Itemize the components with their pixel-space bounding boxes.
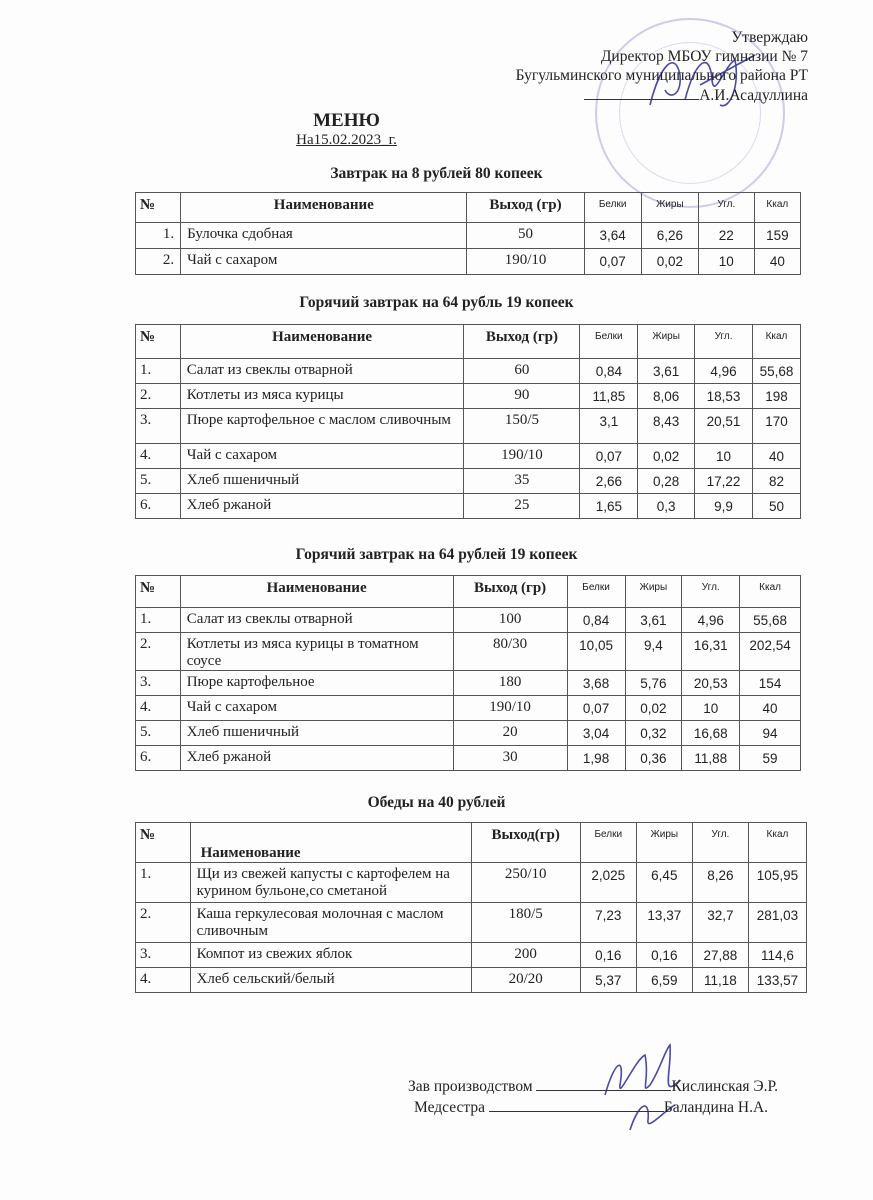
kcal-value: 159: [754, 223, 800, 249]
menu-date: На15.02.2023_г.: [296, 132, 397, 148]
kcal-value: 50: [753, 494, 801, 519]
dish-name: Пюре картофельное: [180, 671, 453, 696]
row-number: 3.: [136, 671, 181, 696]
carbs-value: 8,26: [692, 863, 748, 903]
column-header-num: №: [136, 823, 191, 863]
column-header-carbs: Угл.: [682, 576, 740, 608]
section-title: Завтрак на 8 рублей 80 копеек: [330, 165, 543, 182]
fat-value: 0,36: [625, 746, 682, 771]
portion-weight: 90: [464, 384, 580, 409]
signature-role: Зав производством: [408, 1078, 533, 1095]
carbs-value: 17,22: [695, 469, 753, 494]
carbs-value: 16,68: [682, 721, 740, 746]
column-header-name: Наименование: [180, 576, 453, 608]
protein-value: 0,07: [584, 249, 641, 275]
dish-name: Котлеты из мяса курицы: [180, 384, 464, 409]
column-header-protein: Белки: [580, 823, 636, 863]
column-header-kcal: Ккал: [748, 823, 806, 863]
dish-name: Булочка сдобная: [181, 223, 467, 249]
carbs-value: 20,53: [682, 671, 740, 696]
kcal-value: 55,68: [753, 359, 801, 384]
column-header-fat: Жиры: [625, 576, 682, 608]
table-row: [136, 494, 801, 519]
portion-weight: 20/20: [471, 968, 580, 993]
dish-name: Каша геркулесовая молочная с маслом сливочным: [190, 903, 471, 943]
page-title: МЕНЮ: [313, 110, 380, 131]
fat-value: 6,45: [636, 863, 692, 903]
carbs-value: 10: [682, 696, 740, 721]
kcal-value: 94: [740, 721, 801, 746]
table-row: [136, 696, 801, 721]
protein-value: 0,07: [567, 696, 625, 721]
portion-weight: 190/10: [453, 696, 567, 721]
row-number: 5.: [136, 469, 181, 494]
column-header-protein: Белки: [567, 576, 625, 608]
row-number: 4.: [136, 444, 181, 469]
protein-value: 0,84: [580, 359, 638, 384]
signature-role: Медсестра: [414, 1099, 485, 1116]
protein-value: 0,84: [567, 608, 625, 633]
column-header-kcal: Ккал: [753, 325, 801, 359]
dish-name: Хлеб пшеничный: [180, 469, 464, 494]
row-number: 6.: [136, 494, 181, 519]
row-number: 2.: [136, 903, 191, 943]
row-number: 4.: [136, 968, 191, 993]
signature-block: [408, 1076, 778, 1118]
signature-line: [584, 85, 699, 100]
dish-name: Щи из свежей капусты с картофелем на курином бульоне,со сметаной: [190, 863, 471, 903]
portion-weight: 250/10: [471, 863, 580, 903]
signature-line: [536, 1076, 671, 1091]
table-row: [136, 359, 801, 384]
row-number: 4.: [136, 696, 181, 721]
kcal-value: 114,6: [748, 943, 806, 968]
portion-weight: 60: [464, 359, 580, 384]
column-header-num: №: [136, 576, 181, 608]
kcal-value: 133,57: [748, 968, 806, 993]
portion-weight: 20: [453, 721, 567, 746]
fat-value: 9,4: [625, 633, 682, 671]
column-header-num: №: [136, 325, 181, 359]
dish-name: Чай с сахаром: [181, 249, 467, 275]
fat-value: 0,02: [641, 249, 698, 275]
column-header-name: Наименование: [181, 193, 467, 223]
row-number: 2.: [136, 249, 181, 275]
table-row: [136, 384, 801, 409]
column-header-protein: Белки: [584, 193, 641, 223]
kcal-value: 198: [753, 384, 801, 409]
fat-value: 3,61: [625, 608, 682, 633]
fat-value: 0,02: [638, 444, 695, 469]
kcal-value: 105,95: [748, 863, 806, 903]
fat-value: 6,59: [636, 968, 692, 993]
district-name: Бугульминского муниципального района РТ: [515, 67, 808, 84]
portion-weight: 25: [464, 494, 580, 519]
table-row: [136, 444, 801, 469]
row-number: 1.: [136, 608, 181, 633]
dish-name: Компот из свежих яблок: [190, 943, 471, 968]
kcal-value: 170: [753, 409, 801, 444]
portion-weight: 100: [453, 608, 567, 633]
row-number: 6.: [136, 746, 181, 771]
portion-weight: 180/5: [471, 903, 580, 943]
dish-name: Хлеб пшеничный: [180, 721, 453, 746]
approval-label: Утверждаю: [731, 29, 808, 46]
dish-name: Салат из свеклы отварной: [180, 359, 464, 384]
fat-value: 0,3: [638, 494, 695, 519]
kcal-value: 82: [753, 469, 801, 494]
kcal-value: 40: [740, 696, 801, 721]
fat-value: 8,43: [638, 409, 695, 444]
column-header-output: Выход (гр): [453, 576, 567, 608]
carbs-value: 4,96: [682, 608, 740, 633]
kcal-value: 40: [753, 444, 801, 469]
portion-weight: 190/10: [467, 249, 584, 275]
fat-value: 8,06: [638, 384, 695, 409]
kcal-value: 202,54: [740, 633, 801, 671]
column-header-name: Наименование: [180, 325, 464, 359]
director-title: Директор МБОУ гимназии № 7: [600, 48, 808, 65]
signature-line: [489, 1097, 664, 1112]
column-header-fat: Жиры: [641, 193, 698, 223]
carbs-value: 11,18: [692, 968, 748, 993]
kcal-value: 59: [740, 746, 801, 771]
carbs-value: 18,53: [695, 384, 753, 409]
column-header-kcal: Ккал: [754, 193, 800, 223]
column-header-carbs: Угл.: [692, 823, 748, 863]
protein-value: 3,1: [580, 409, 638, 444]
protein-value: 0,07: [580, 444, 638, 469]
menu-table-breakfast: [135, 192, 801, 275]
fat-value: 6,26: [641, 223, 698, 249]
kcal-value: 154: [740, 671, 801, 696]
protein-value: 7,23: [580, 903, 636, 943]
carbs-value: 10: [695, 444, 753, 469]
carbs-value: 11,88: [682, 746, 740, 771]
column-header-output: Выход (гр): [467, 193, 584, 223]
dish-name: Хлеб ржаной: [180, 494, 464, 519]
protein-value: 3,68: [567, 671, 625, 696]
table-row: [136, 943, 807, 968]
dish-name: Пюре картофельное с маслом сливочным: [180, 409, 464, 444]
column-header-fat: Жиры: [636, 823, 692, 863]
fat-value: 5,76: [625, 671, 682, 696]
carbs-value: 10: [698, 249, 754, 275]
column-header-carbs: Угл.: [695, 325, 753, 359]
table-header-row: [136, 325, 801, 359]
carbs-value: 27,88: [692, 943, 748, 968]
row-number: 5.: [136, 721, 181, 746]
protein-value: 3,04: [567, 721, 625, 746]
table-row: [136, 469, 801, 494]
table-row: [136, 249, 801, 275]
table-row: [136, 223, 801, 249]
portion-weight: 200: [471, 943, 580, 968]
kcal-value: 55,68: [740, 608, 801, 633]
column-header-name: Наименование: [190, 823, 471, 863]
portion-weight: 80/30: [453, 633, 567, 671]
column-header-output: Выход (гр): [464, 325, 580, 359]
protein-value: 2,025: [580, 863, 636, 903]
table-row: [136, 903, 807, 943]
table-header-row: [136, 193, 801, 223]
column-header-output: Выход(гр): [471, 823, 580, 863]
carbs-value: 4,96: [695, 359, 753, 384]
portion-weight: 35: [464, 469, 580, 494]
row-number: 1.: [136, 863, 191, 903]
protein-value: 5,37: [580, 968, 636, 993]
fat-value: 0,02: [625, 696, 682, 721]
dish-name: Котлеты из мяса курицы в томатном соусе: [180, 633, 453, 671]
protein-value: 3,64: [584, 223, 641, 249]
director-name: А.И.Асадуллина: [699, 87, 808, 104]
table-row: [136, 746, 801, 771]
carbs-value: 20,51: [695, 409, 753, 444]
carbs-value: 16,31: [682, 633, 740, 671]
fat-value: 0,16: [636, 943, 692, 968]
carbs-value: 9,9: [695, 494, 753, 519]
dish-name: Хлеб ржаной: [180, 746, 453, 771]
column-header-fat: Жиры: [638, 325, 695, 359]
fat-value: 0,32: [625, 721, 682, 746]
row-number: 3.: [136, 943, 191, 968]
fat-value: 0,28: [638, 469, 695, 494]
row-number: 2.: [136, 633, 181, 671]
protein-value: 11,85: [580, 384, 638, 409]
column-header-num: №: [136, 193, 181, 223]
column-header-kcal: Ккал: [740, 576, 801, 608]
row-number: 3.: [136, 409, 181, 444]
portion-weight: 180: [453, 671, 567, 696]
signature-name: Кислинская Э.Р.: [671, 1078, 779, 1095]
kcal-value: 281,03: [748, 903, 806, 943]
section-title: Горячий завтрак на 64 рублей 19 копеек: [295, 546, 578, 563]
row-number: 2.: [136, 384, 181, 409]
carbs-value: 32,7: [692, 903, 748, 943]
portion-weight: 30: [453, 746, 567, 771]
column-header-carbs: Угл.: [698, 193, 754, 223]
dish-name: Чай с сахаром: [180, 696, 453, 721]
protein-value: 1,98: [567, 746, 625, 771]
table-header-row: [136, 823, 807, 863]
menu-table-lunch: [135, 822, 807, 993]
column-header-protein: Белки: [580, 325, 638, 359]
table-row: [136, 409, 801, 444]
section-title: Обеды на 40 рублей: [367, 794, 506, 811]
fat-value: 13,37: [636, 903, 692, 943]
table-header-row: [136, 576, 801, 608]
menu-table-hot-breakfast-1: [135, 324, 801, 519]
table-row: [136, 608, 801, 633]
carbs-value: 22: [698, 223, 754, 249]
table-row: [136, 968, 807, 993]
dish-name: Салат из свеклы отварной: [180, 608, 453, 633]
row-number: 1.: [136, 223, 181, 249]
table-row: [136, 671, 801, 696]
approval-block: [516, 28, 808, 105]
portion-weight: 50: [467, 223, 584, 249]
dish-name: Хлеб сельский/белый: [190, 968, 471, 993]
protein-value: 2,66: [580, 469, 638, 494]
table-row: [136, 863, 807, 903]
table-row: [136, 721, 801, 746]
dish-name: Чай с сахаром: [180, 444, 464, 469]
signature-name: Баландина Н.А.: [663, 1099, 769, 1116]
portion-weight: 150/5: [464, 409, 580, 444]
portion-weight: 190/10: [464, 444, 580, 469]
table-row: [136, 633, 801, 671]
fat-value: 3,61: [638, 359, 695, 384]
section-title: Горячий завтрак на 64 рубль 19 копеек: [299, 294, 574, 311]
protein-value: 0,16: [580, 943, 636, 968]
kcal-value: 40: [754, 249, 800, 275]
protein-value: 1,65: [580, 494, 638, 519]
row-number: 1.: [136, 359, 181, 384]
protein-value: 10,05: [567, 633, 625, 671]
menu-table-hot-breakfast-2: [135, 575, 801, 771]
